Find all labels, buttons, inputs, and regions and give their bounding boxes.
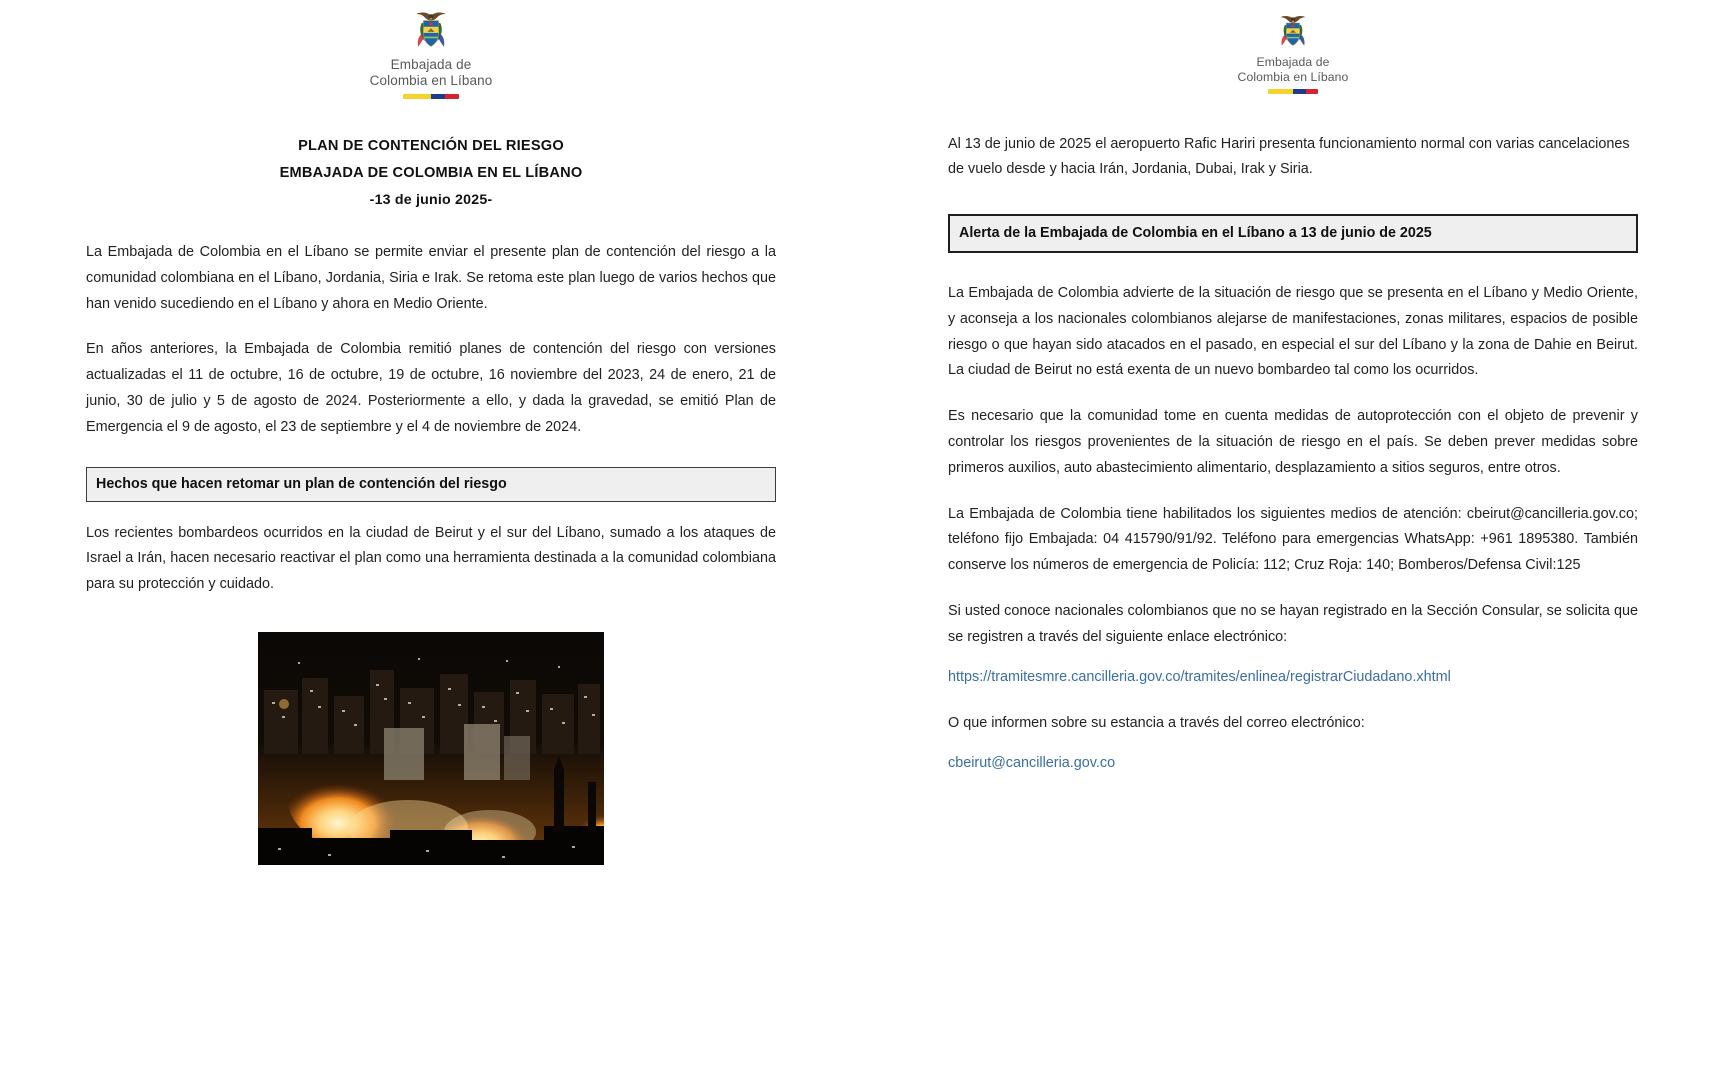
title-line-1: PLAN DE CONTENCIÓN DEL RIESGO <box>298 138 564 154</box>
letterhead-name <box>1238 55 1349 84</box>
letterhead-name-line1: Embajada de <box>390 57 472 72</box>
title-line-2: EMBAJADA DE COLOMBIA EN EL LÍBANO <box>279 165 583 181</box>
registration-link-line <box>948 665 1638 691</box>
alert-banner: Alerta de la Embajada de Colombia en el Líbano a 13 de junio de 2025 <box>948 214 1638 253</box>
photo-container <box>86 632 776 865</box>
left-paragraph-2: En años anteriores, la Embajada de Colombia remitió planes de contención del riesgo con versiones actualizadas el 11 de octubre, 16 de octubre, 19 de octubre, 16 noviembre del 2023, 24 de enero, 21 de junio, 30 de julio y 5 de agosto de 2024. Posteriormente a ello, y dada la gravedad, se emitió Plan de Emergencia el 9 de agosto, el 23 de septiembre y el 4 de noviembre de 2024. <box>86 341 776 435</box>
flag-red-segment <box>1306 89 1319 94</box>
letterhead-name-line2: Colombia en Líbano <box>1237 69 1349 84</box>
flag-yellow-segment <box>1268 89 1293 94</box>
flag-blue-segment <box>1293 89 1306 94</box>
flag-yellow-segment <box>403 94 431 99</box>
registration-link[interactable]: https://tramitesmre.cancilleria.gov.co/tramites/enlinea/registrarCiudadano.xhtml <box>948 669 1451 686</box>
colombia-flag-bar <box>1268 89 1318 94</box>
right-paragraph-6-email: O que informen sobre su estancia a través del correo electrónico: <box>948 714 1365 731</box>
right-paragraph-2: La Embajada de Colombia advierte de la situación de riesgo que se presenta en el Líbano y Medio Oriente, y aconseja a los nacionales colombianos alejarse de manifestaciones, zonas militares, espacios de posible riesgo o que hayan sido atacados en el pasado, en especial el sur del Líbano y la zona de Dahie en Beirut. La ciudad de Beirut no está exenta de un nuevo bombardeo tal como los ocurridos. <box>948 285 1638 379</box>
colombia-coat-of-arms-icon <box>1273 12 1313 52</box>
left-paragraph-3: Los recientes bombardeos ocurridos en la ciudad de Beirut y el sur del Líbano, sumado a los ataques de Israel a Irán, hacen necesario reactivar el plan como una herramienta destinada a la comunidad colombiana para su protección y cuidado. <box>86 524 776 593</box>
page-title <box>86 133 776 214</box>
email-link-line <box>948 751 1638 777</box>
colombia-coat-of-arms-icon <box>408 8 454 54</box>
letterhead-name <box>370 57 493 89</box>
left-paragraph-1: La Embajada de Colombia en el Líbano se permite enviar el presente plan de contención del riesgo a la comunidad colombiana en el Líbano, Jordania, Siria e Irak. Se retoma este plan luego de varios hechos que han venido sucediendo en el Líbano y ahora en Medio Oriente. <box>86 244 776 312</box>
right-paragraph-4-contacts: La Embajada de Colombia tiene habilitados los siguientes medios de atención: cbeirut@cancilleria.gov.co; teléfono fijo Embajada: 04 415790/91/92. Teléfono para emergencias WhatsApp: +961 1895380. También conserve los números de emergencia de Policía: 112; Cruz Roja: 140; Bomberos/Defensa Civil:125 <box>948 505 1638 574</box>
colombia-flag-bar <box>403 94 459 99</box>
right-paragraph-3: Es necesario que la comunidad tome en cuenta medidas de autoprotección con el objeto de prevenir y controlar los riesgos provenientes de la situación de riesgo en el país. Se deben prever medidas sobre primeros auxilios, auto abastecimiento alimentario, desplazamiento a sitios seguros, entre otros. <box>948 408 1638 476</box>
letterhead-name-line1: Embajada de <box>1256 55 1330 69</box>
right-paragraph-5-registration: Si usted conoce nacionales colombianos que no se hayan registrado en la Sección Consular, se solicita que se registren a través del siguiente enlace electrónico: <box>948 603 1638 645</box>
title-date: -13 de junio 2025- <box>369 192 493 208</box>
letterhead-left <box>86 0 776 99</box>
letterhead-right <box>948 0 1638 94</box>
flag-red-segment <box>445 94 459 99</box>
letterhead-name-line2: Colombia en Líbano <box>369 73 493 88</box>
flag-blue-segment <box>431 94 445 99</box>
night-bombing-explosion-photo <box>258 632 604 865</box>
document-page-right <box>862 0 1724 1080</box>
right-paragraph-1: Al 13 de junio de 2025 el aeropuerto Rafic Hariri presenta funcionamiento normal con varias cancelaciones de vuelo desde y hacia Irán, Jordania, Dubai, Irak y Siria. <box>948 135 1630 178</box>
email-link[interactable]: cbeirut@cancilleria.gov.co <box>948 755 1116 772</box>
section-banner-hechos: Hechos que hacen retomar un plan de contención del riesgo <box>86 467 776 502</box>
